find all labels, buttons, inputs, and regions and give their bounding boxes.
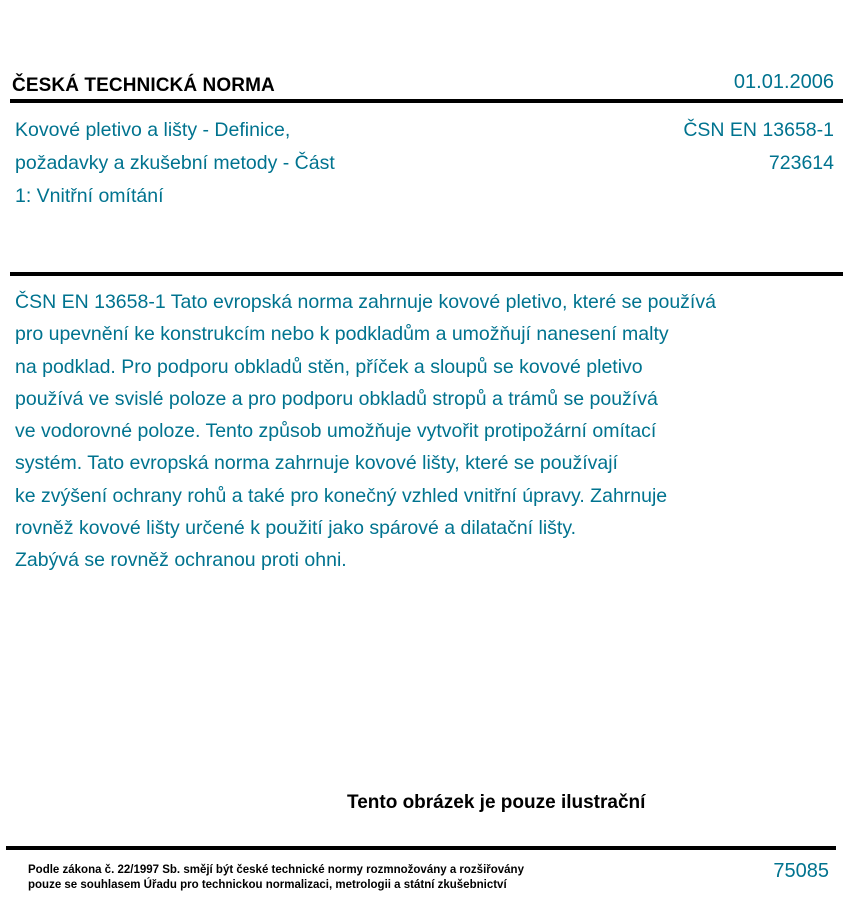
header-divider [10, 99, 843, 103]
abstract-line: pro upevnění ke konstrukcím nebo k podkladům a umožňují nanesení malty [15, 323, 669, 346]
abstract-line: ke zvýšení ochrany rohů a také pro konečný vzhled vnitřní úpravy. Zahrnuje [15, 484, 668, 507]
title-line: Kovové pletivo a lišty - Definice, [15, 119, 291, 141]
footer-code: 75085 [773, 860, 829, 882]
identifier-block [683, 114, 834, 180]
publication-date: 01.01.2006 [733, 71, 834, 93]
abstract-line: Zabývá se rovněž ochranou proti ohni. [15, 549, 347, 572]
title-divider [10, 272, 843, 276]
abstract-line: systém. Tato evropská norma zahrnuje kovové lišty, které se používají [15, 452, 618, 475]
standard-number: ČSN EN 13658-1 [683, 119, 834, 141]
legal-line: pouze se souhlasem Úřadu pro technickou normalizaci, metrologii a státní zkušebnictví [28, 879, 507, 891]
abstract-line: na podklad. Pro podporu obkladů stěn, příček a sloupů se kovové pletivo [15, 355, 643, 378]
abstract-line: ČSN EN 13658-1 Tato evropská norma zahrnuje kovové pletivo, které se používá [15, 291, 716, 313]
class-code: 723614 [768, 152, 834, 174]
illustration-note: Tento obrázek je pouze ilustrační [347, 792, 646, 813]
footer-divider [6, 846, 836, 850]
abstract-line: ve vodorovné poloze. Tento způsob umožňuje vytvořit protipožární omítací [15, 420, 657, 443]
abstract-text [15, 286, 805, 577]
title-line: požadavky a zkušební metody - Část [15, 152, 335, 174]
abstract-line: rovněž kovové lišty určené k použití jako spárové a dilatační lišty. [15, 517, 577, 540]
standard-type-label: ČESKÁ TECHNICKÁ NORMA [12, 75, 275, 96]
abstract-line: používá ve svislé poloze a pro podporu obkladů stropů a trámů se používá [15, 387, 658, 410]
legal-notice [28, 863, 524, 893]
document-title [15, 114, 375, 213]
legal-line: Podle zákona č. 22/1997 Sb. smějí být české technické normy rozmnožovány a rozšiřovány [28, 864, 524, 876]
title-line: 1: Vnitřní omítání [15, 185, 164, 207]
